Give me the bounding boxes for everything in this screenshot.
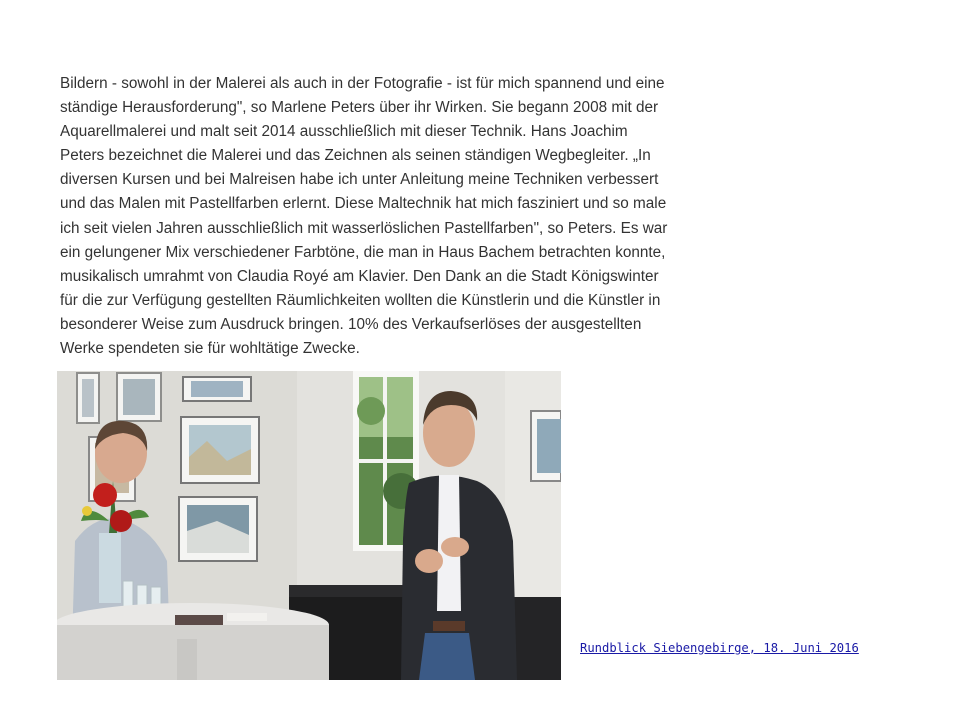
article-line: Peters bezeichnet die Malerei und das Zeichnen als seinen ständigen Wegbegleiter. „In	[60, 147, 651, 165]
article-line: diversen Kursen und bei Malreisen habe ich unter Anleitung meine Techniken verbessert	[60, 171, 659, 189]
article-line: ich seit vielen Jahren ausschließlich mit wasserlöslichen Pastellfarben", so Peters. Es war	[60, 219, 668, 237]
article-text	[60, 72, 720, 361]
exhibition-photo	[57, 371, 561, 680]
article-line: Werke spendeten sie für wohltätige Zwecke.	[60, 340, 360, 358]
photo-illustration	[57, 371, 561, 680]
article-line: Bildern - sowohl in der Malerei als auch in der Fotografie - ist für mich spannend und eine	[60, 75, 665, 92]
article-line: ein gelungener Mix verschiedener Farbtöne, die man in Haus Bachem betrachten konnte,	[60, 243, 666, 261]
article-line: für die zur Verfügung gestellten Räumlichkeiten wollten die Künstlerin und die Künstler in	[60, 291, 661, 309]
article-line: Aquarellmalerei und malt seit 2014 ausschließlich mit dieser Technik. Hans Joachim	[60, 123, 628, 141]
article-line: und das Malen mit Pastellfarben erlernt. Diese Maltechnik hat mich fasziniert und so male	[60, 195, 667, 213]
source-link[interactable]: Rundblick Siebengebirge, 18. Juni 2016	[580, 641, 859, 655]
article-line: ständige Herausforderung", so Marlene Peters über ihr Wirken. Sie begann 2008 mit der	[60, 99, 659, 117]
article-line: besonderer Weise zum Ausdruck bringen. 10% des Verkaufserlöses der ausgestellten	[60, 315, 642, 333]
article-line: musikalisch umrahmt von Claudia Royé am Klavier. Den Dank an die Stadt Königswinter	[60, 267, 659, 285]
